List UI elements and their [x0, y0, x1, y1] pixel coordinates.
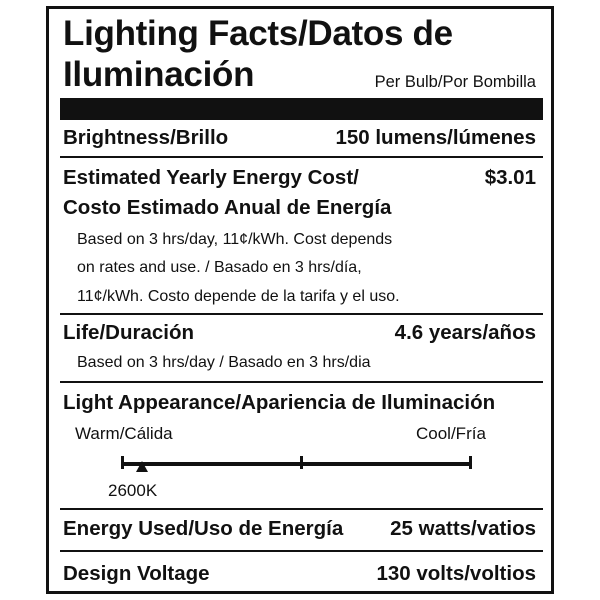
life-note: Based on 3 hrs/day / Basado en 3 hrs/dia [77, 354, 371, 371]
energy-cost-note-line3: 11¢/kWh. Costo depende de la tarifa y el uso. [77, 288, 400, 305]
per-bulb-note: Per Bulb/Por Bombilla [374, 73, 536, 91]
divider-rule [60, 550, 543, 552]
energy-cost-note-line2: on rates and use. / Basado en 3 hrs/día, [77, 259, 362, 276]
scale-tick-middle [300, 456, 303, 469]
color-temperature-marker-icon [136, 461, 148, 472]
divider-rule [60, 313, 543, 315]
energy-cost-note-line1: Based on 3 hrs/day, 11¢/kWh. Cost depends [77, 231, 393, 248]
voltage-value: 130 volts/voltios [376, 562, 536, 585]
label-title-line1: Lighting Facts/Datos de [63, 14, 453, 53]
energy-used-value: 25 watts/vatios [390, 517, 536, 540]
life-label: Life/Duración [63, 321, 194, 344]
scale-tick-start [121, 456, 124, 469]
life-value: 4.6 years/años [394, 321, 536, 344]
header-divider-bar [60, 98, 543, 120]
brightness-value: 150 lumens/lúmenes [335, 126, 536, 149]
scale-tick-end [469, 456, 472, 469]
appearance-label: Light Appearance/Apariencia de Iluminación [63, 391, 496, 414]
cool-label: Cool/Fría [416, 424, 486, 443]
warm-label: Warm/Cálida [75, 424, 173, 443]
energy-used-label: Energy Used/Uso de Energía [63, 517, 344, 540]
label-title-line2: Iluminación [63, 55, 255, 94]
energy-cost-label-line1: Estimated Yearly Energy Cost/ [63, 166, 359, 189]
energy-cost-label-line2: Costo Estimado Anual de Energía [63, 196, 392, 219]
energy-cost-value: $3.01 [484, 166, 536, 189]
color-temperature-value: 2600K [108, 481, 158, 500]
brightness-label: Brightness/Brillo [63, 126, 229, 149]
voltage-label: Design Voltage [63, 562, 210, 585]
color-temperature-scale [121, 462, 472, 466]
divider-rule [60, 156, 543, 158]
divider-rule [60, 381, 543, 383]
divider-rule [60, 508, 543, 510]
